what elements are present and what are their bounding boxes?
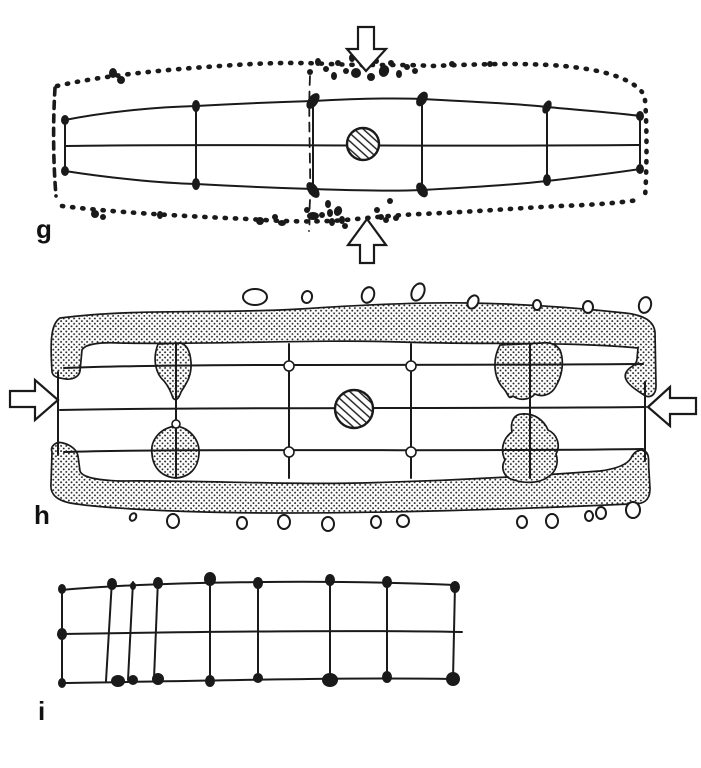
panel-g-label: g — [36, 214, 52, 244]
panel-h — [10, 281, 696, 531]
panel-g — [36, 27, 647, 263]
up-arrow-icon — [348, 219, 386, 263]
junction-dots-left — [57, 628, 67, 640]
panel-i-label: i — [38, 696, 46, 726]
cell-file-grid — [62, 579, 462, 683]
panel-i — [38, 572, 462, 726]
nucleolus-icon — [347, 128, 379, 160]
right-arrow-icon — [10, 380, 58, 420]
panel-h-label: h — [34, 500, 50, 530]
boundary-dot-cluster-bottom — [91, 198, 399, 229]
nucleolus-icon — [335, 390, 373, 428]
